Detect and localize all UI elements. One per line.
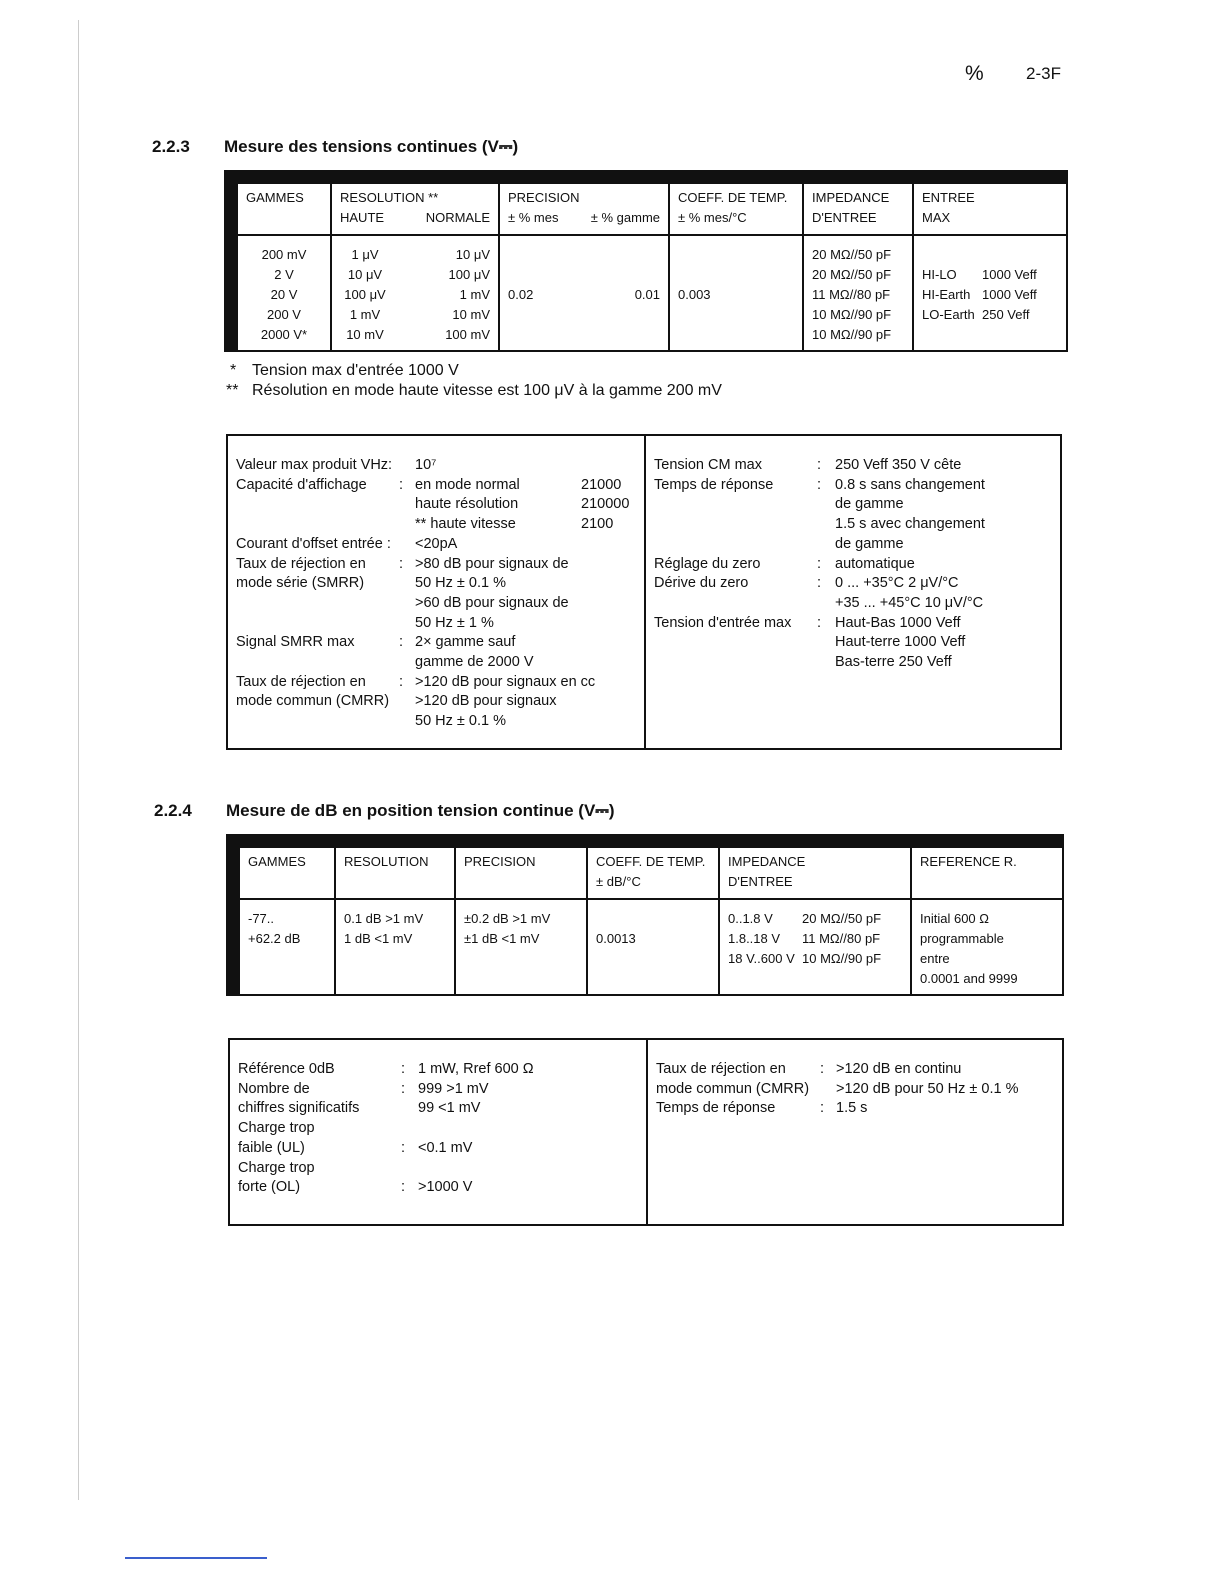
gamme-value: +62.2 dB [248,931,301,946]
spec-box-db-details [228,1038,1064,1226]
spec-label: Référence 0dB [238,1061,335,1077]
header-symbol: % [965,62,984,85]
spec-value: 0 ... +35°C 2 μV/°C [835,575,959,592]
gamme-value: 2 V [274,267,294,282]
spec-separator: : [817,457,822,473]
spec-extra: 210000 [581,496,630,513]
spec-value: de gamme [835,535,904,552]
spec-value: 1 mW, Rref 600 Ω [418,1061,534,1077]
resolution-haute: 1 mV [349,307,381,322]
col-header-reference: REFERENCE R. [911,847,1063,899]
precision-value: ±0.2 dB >1 mV [464,911,551,926]
spec-label: Tension CM max [654,457,762,473]
spec-box-left [230,1040,646,1224]
reference-line: entre [920,951,950,966]
spec-value: >120 dB pour signaux en cc [415,673,596,690]
spec-value: 999 >1 mV [418,1080,489,1097]
spec-label: Charge trop [238,1120,315,1137]
spec-separator: : [817,614,822,631]
resolution-normale: 100 mV [445,327,490,342]
spec-value: 50 Hz ± 1 % [415,614,494,631]
spec-value: <0.1 mV [418,1139,473,1156]
spec-box-left [228,436,644,748]
impedance-value: 11 MΩ//80 pF [812,287,891,302]
impedance-value: 20 MΩ//50 pF [812,247,892,262]
spec-table-dc-voltage [224,170,1068,352]
precision-gamme: 0.01 [634,287,660,302]
spec-label: Taux de réjection en [236,673,366,690]
coeff-value: 0.003 [678,287,711,302]
resolution-normale: 1 mV [459,287,490,302]
col-header-gammes: GAMMES [239,847,335,899]
col-header-resolution: RESOLUTION [335,847,455,899]
spec-value: 1.5 s avec changement [835,516,985,533]
resolution-normale: 10 mV [452,307,490,322]
entree-row: LO-Earth 250 Veff [922,307,1030,322]
spec-separator: : [399,634,404,651]
resolution-haute: 10 μV [347,267,383,282]
resolution-normale: 10 μV [455,247,490,262]
spec-value: de gamme [835,496,904,513]
cell-precision [455,899,587,995]
spec-separator: : [399,555,404,572]
cell-gammes [237,235,331,351]
spec-value: ** haute vitesse [415,516,516,533]
section-number: 2.2.4 [154,801,192,820]
spec-value: >120 dB pour 50 Hz ± 0.1 % [836,1080,1019,1097]
impedance-value: 10 MΩ//90 pF [812,307,892,322]
cell-gammes [239,899,335,995]
spec-value: haute résolution [415,496,519,513]
section-number: 2.2.3 [152,137,190,156]
spec-value: >1000 V [418,1179,473,1196]
reference-line: 0.0001 and 9999 [920,971,1018,986]
spec-value: 2× gamme sauf [415,634,516,651]
cell-coeff [669,235,803,351]
spec-separator: : [401,1139,406,1156]
spec-value: 99 <1 mV [418,1100,481,1117]
spec-separator: : [817,476,822,493]
spec-box-right [646,1040,1062,1224]
spec-label: Signal SMRR max [236,634,355,651]
spec-value: 50 Hz ± 0.1 % [415,713,506,730]
spec-value: Haut-terre 1000 Veff [835,634,966,651]
spec-separator: : [817,555,822,572]
spec-value: automatique [835,555,915,572]
spec-separator: : [817,575,822,592]
spec-separator: : [820,1100,825,1117]
spec-value: 1.5 s [836,1100,868,1117]
spec-value: 0.8 s sans changement [835,476,985,493]
coeff-value: 0.0013 [596,931,636,946]
gamme-value: 20 V [270,287,298,302]
impedance-value: 10 MΩ//90 pF [812,327,892,342]
spec-value: gamme de 2000 V [415,654,534,670]
col-header-entree: ENTREE MAX [913,183,1067,235]
spec-table-db [226,834,1064,996]
cell-precision [499,235,669,351]
spec-label: faible (UL) [238,1139,305,1156]
reference-line: programmable [920,931,1004,946]
spec-separator: : [401,1061,406,1077]
spec-label: Taux de réjection en [236,555,366,572]
impedance-row: 18 V..600 V 10 MΩ//90 pF [728,951,882,966]
footer-rule [125,1557,267,1559]
spec-label: Nombre de [238,1080,310,1097]
impedance-value: 20 MΩ//50 pF [812,267,892,282]
spec-label: Capacité d'affichage [236,476,367,493]
spec-value: >80 dB pour signaux de [415,555,569,572]
spec-value: >120 dB pour signaux [415,693,557,710]
col-header-coeff: COEFF. DE TEMP. ± % mes/°C [669,183,803,235]
spec-extra: 2100 [581,516,614,533]
col-header-precision: PRECISION ± % mes ± % gamme [499,183,669,235]
cell-coeff [587,899,719,995]
cell-resolution [331,235,499,351]
precision-mes: 0.02 [508,287,534,302]
spec-box-right [644,436,1060,748]
cell-resolution [335,899,455,995]
spec-label: mode série (SMRR) [236,575,365,592]
footnote-star: * Tension max d'entrée 1000 V [230,362,459,379]
col-header-coeff: COEFF. DE TEMP. ± dB/°C [587,847,719,899]
col-header-impedance: IMPEDANCE D'ENTREE [719,847,911,899]
gamme-value: 200 mV [261,247,307,262]
spec-value: 50 Hz ± 0.1 % [415,575,506,592]
spec-separator: : [401,1179,406,1196]
col-header-impedance: IMPEDANCE D'ENTREE [803,183,913,235]
spec-value: 250 Veff 350 V cête [835,457,962,473]
gamme-value: 2000 V* [260,327,308,342]
section-title: Mesure de dB en position tension continue (V⎓) [226,801,615,820]
spec-value: Bas-terre 250 Veff [835,654,952,670]
spec-label: mode commun (CMRR) [236,693,390,710]
spec-label: Réglage du zero [654,555,761,572]
spec-value: 10⁷ [415,457,437,473]
cell-reference [911,899,1063,995]
footnote-double-star: ** Résolution en mode haute vitesse est 100 μV à la gamme 200 mV [226,382,722,399]
precision-value: ±1 dB <1 mV [464,931,540,946]
section-title: Mesure des tensions continues (V⎓) [224,137,519,156]
reference-line: Initial 600 Ω [920,911,989,926]
spec-separator: : [399,476,404,493]
cell-entree [913,235,1067,351]
resolution-haute: 10 mV [346,327,384,342]
spec-label: mode commun (CMRR) [656,1080,810,1097]
spec-separator: : [399,673,404,690]
spec-label: Temps de réponse [656,1100,776,1117]
scan-edge [78,20,79,1500]
spec-value: en mode normal [415,476,520,493]
spec-box-dc-details [226,434,1062,750]
spec-separator: : [820,1061,825,1077]
entree-row: HI-LO 1000 Veff [922,267,1037,282]
resolution-value: 1 dB <1 mV [344,931,413,946]
resolution-value: 0.1 dB >1 mV [344,911,424,926]
spec-extra: 21000 [581,476,622,493]
spec-value: +35 ... +45°C 10 μV/°C [835,594,984,611]
spec-label: Tension d'entrée max [654,614,792,631]
page-id: 2-3F [1026,64,1061,83]
spec-label: Dérive du zero [654,575,749,592]
cell-impedance [719,899,911,995]
resolution-haute: 1 μV [351,247,379,262]
spec-label: Temps de réponse [654,476,774,493]
spec-label: Valeur max produit VHz: [236,457,393,473]
col-header-precision: PRECISION [455,847,587,899]
cell-impedance [803,235,913,351]
spec-label: Courant d'offset entrée : [236,535,391,552]
spec-label: forte (OL) [238,1179,301,1196]
spec-value: <20pA [415,535,458,552]
gamme-value: 200 V [267,307,301,322]
spec-value: >60 dB pour signaux de [415,594,569,611]
resolution-normale: 100 μV [448,267,490,282]
col-header-gammes: GAMMES [237,183,331,235]
col-header-resolution: RESOLUTION ** HAUTE NORMALE [331,183,499,235]
entree-row: HI-Earth 1000 Veff [922,287,1037,302]
spec-label: Taux de réjection en [656,1061,786,1077]
resolution-haute: 100 μV [344,287,386,302]
spec-value: >120 dB en continu [836,1061,962,1077]
spec-label: Charge trop [238,1159,315,1176]
spec-label: chiffres significatifs [238,1100,360,1117]
spec-separator: : [401,1080,406,1097]
spec-value: Haut-Bas 1000 Veff [835,614,961,631]
impedance-row: 1.8..18 V 11 MΩ//80 pF [728,931,881,946]
impedance-row: 0..1.8 V 20 MΩ//50 pF [728,911,882,926]
gamme-value: -77.. [248,911,275,926]
